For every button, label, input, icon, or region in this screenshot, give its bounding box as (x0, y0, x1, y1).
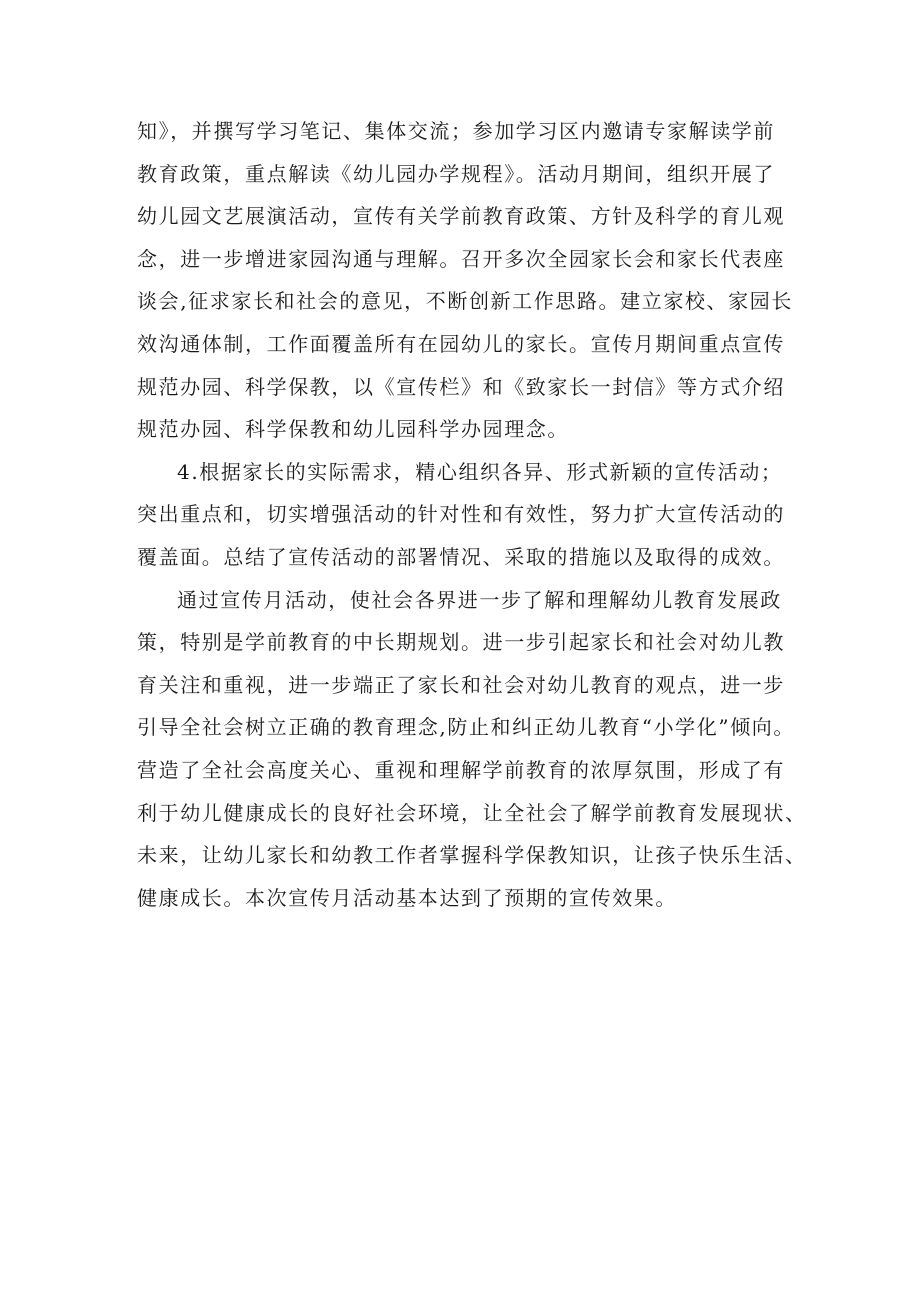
text-line: 念，进一步增进家园沟通与理解。召开多次全园家长会和家长代表座 (137, 246, 785, 271)
text-line: 健康成长。本次宣传月活动基本达到了预期的宣传效果。 (137, 885, 677, 910)
text-line: 知》，并撰写学习笔记、集体交流；参加学习区内邀请专家解读学前 (137, 119, 775, 143)
text-line: 突出重点和，切实增强活动的针对性和有效性，努力扩大宣传活动的 (137, 502, 785, 527)
text-line: 规范办园、科学保教和幼儿园科学办园理念。 (137, 417, 569, 442)
text-line: 效沟通体制，工作面覆盖所有在园幼儿的家长。宣传月期间重点宣传 (137, 331, 785, 356)
text-line: 4.根据家长的实际需求，精心组织各异、形式新颖的宣传活动； (177, 459, 783, 484)
text-line: 覆盖面。总结了宣传活动的部署情况、采取的措施以及取得的成效。 (137, 544, 785, 569)
text-line: 幼儿园文艺展演活动，宣传有关学前教育政策、方针及科学的育儿观 (137, 204, 785, 229)
document-body (137, 110, 807, 919)
text-line: 营造了全社会高度关心、重视和理解学前教育的浓厚氛围，形成了有 (137, 757, 785, 782)
text-line: 教育政策，重点解读《幼儿园办学规程》。活动月期间，组织开展了 (137, 161, 775, 186)
text-line: 规范办园、科学保教，以《宣传栏》和《致家长一封信》等方式介绍 (137, 374, 785, 399)
paragraph-parent-outreach (137, 110, 797, 451)
text-line: 育关注和重视，进一步端正了家长和社会对幼儿教育的观点，进一步 (137, 672, 785, 697)
text-line: 通过宣传月活动，使社会各界进一步了解和理解幼儿教育发展政 (177, 587, 782, 612)
paragraph-summary (137, 579, 807, 920)
text-line: 谈会,征求家长和社会的意见，不断创新工作思路。建立家校、家园长 (137, 289, 793, 314)
paragraph-item-4 (137, 451, 797, 579)
text-line: 引导全社会树立正确的教育理念,防止和纠正幼儿教育“小学化”倾向。 (137, 715, 796, 740)
text-line: 未来，让幼儿家长和幼教工作者掌握科学保教知识，让孩子快乐生活、 (137, 843, 807, 868)
text-line: 策，特别是学前教育的中长期规划。进一步引起家长和社会对幼儿教 (137, 630, 785, 655)
text-line: 利于幼儿健康成长的良好社会环境，让全社会了解学前教育发展现状、 (137, 800, 807, 825)
